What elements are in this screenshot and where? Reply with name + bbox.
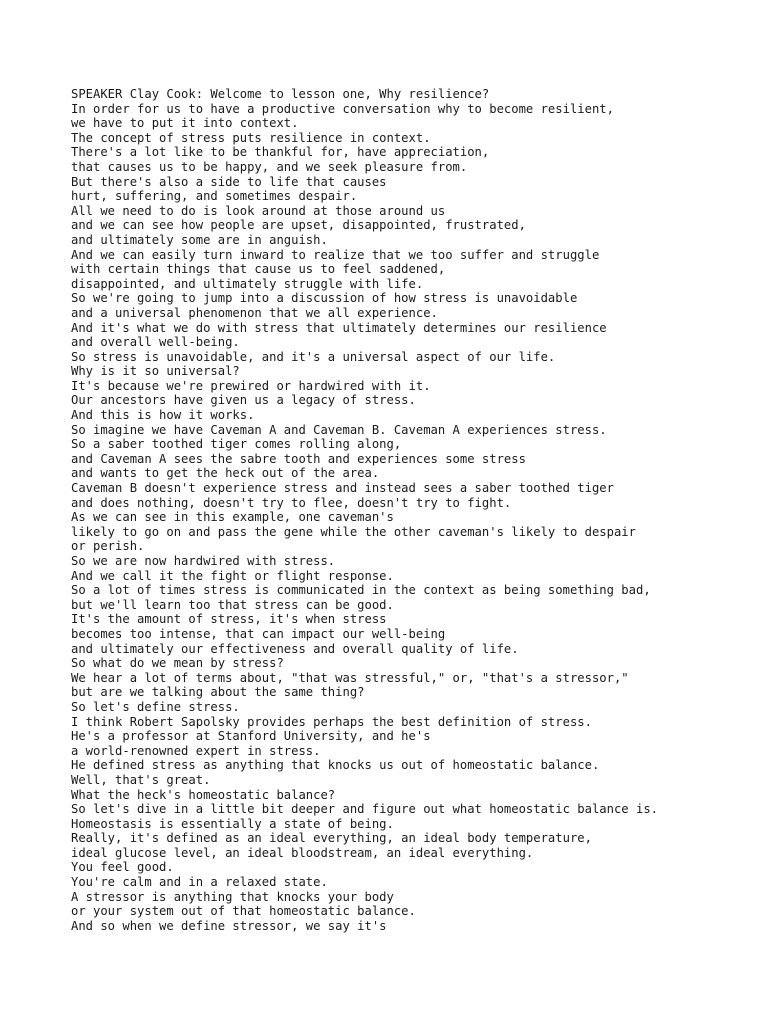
transcript-line: Really, it's defined as an ideal everything, an ideal body temperature, [71,831,592,846]
transcript-line: and a universal phenomenon that we all experience. [71,305,438,320]
transcript-line: likely to go on and pass the gene while the other caveman's likely to despair [71,524,636,539]
transcript-line: So imagine we have Caveman A and Caveman B. Caveman A experiences stress. [71,422,607,437]
transcript-line: And so when we define stressor, we say it's [71,918,387,933]
transcript-line: that causes us to be happy, and we seek pleasure from. [71,159,468,174]
transcript-line: But there's also a side to life that causes [71,174,387,189]
transcript-line: SPEAKER Clay Cook: Welcome to lesson one, Why resilience? [71,87,490,101]
transcript-line: we have to put it into context. [71,116,299,131]
transcript-line: So a saber toothed tiger comes rolling along, [71,437,402,452]
transcript-line: and we can see how people are upset, disappointed, frustrated, [71,218,526,233]
transcript-line: with certain things that cause us to feel saddened, [71,262,446,277]
transcript-line: And we can easily turn inward to realize that we too suffer and struggle [71,247,600,262]
transcript-line: and does nothing, doesn't try to flee, doesn't try to fight. [71,495,512,510]
transcript-line: He's a professor at Stanford University, and he's [71,729,431,744]
transcript-line: And this is how it works. [71,408,255,423]
transcript-line: or perish. [71,539,145,554]
transcript-line: Our ancestors have given us a legacy of stress. [71,393,416,408]
transcript-line: disappointed, and ultimately struggle with life. [71,276,424,291]
transcript-line: but are we talking about the same thing? [71,685,365,700]
transcript-line: You're calm and in a relaxed state. [71,875,328,890]
transcript-line: So we're going to jump into a discussion of how stress is unavoidable [71,291,578,306]
transcript-line: We hear a lot of terms about, "that was stressful," or, "that's a stressor," [71,670,629,685]
transcript-line: In order for us to have a productive conversation why to become resilient, [71,101,614,116]
transcript-line: a world-renowned expert in stress. [71,743,321,758]
transcript-line: So what do we mean by stress? [71,656,284,671]
transcript-line: Well, that's great. [71,772,211,787]
transcript-line: There's a lot like to be thankful for, have appreciation, [71,145,490,160]
transcript-line: or your system out of that homeostatic balance. [71,904,416,919]
transcript-text [71,87,761,933]
transcript-line: and overall well-being. [71,335,240,350]
transcript-line: and wants to get the heck out of the area. [71,466,380,481]
transcript-line: And we call it the fight or flight response. [71,568,394,583]
transcript-line: Caveman B doesn't experience stress and instead sees a saber toothed tiger [71,481,614,496]
transcript-line: So a lot of times stress is communicated in the context as being something bad, [71,583,651,598]
transcript-line: What the heck's homeostatic balance? [71,787,336,802]
transcript-line: A stressor is anything that knocks your body [71,889,394,904]
transcript-line: He defined stress as anything that knocks us out of homeostatic balance. [71,758,600,773]
transcript-line: Homeostasis is essentially a state of being. [71,816,394,831]
transcript-line: hurt, suffering, and sometimes despair. [71,189,358,204]
transcript-line: and ultimately some are in anguish. [71,232,328,247]
transcript-line: becomes too intense, that can impact our well-being [71,626,446,641]
transcript-line: It's because we're prewired or hardwired with it. [71,378,431,393]
transcript-line: ideal glucose level, an ideal bloodstream, an ideal everything. [71,845,534,860]
transcript-line: but we'll learn too that stress can be good. [71,597,394,612]
transcript-line: The concept of stress puts resilience in context. [71,130,431,145]
transcript-line: So let's dive in a little bit deeper and figure out what homeostatic balance is. [71,802,658,817]
transcript-line: and Caveman A sees the sabre tooth and experiences some stress [71,451,526,466]
transcript-line: So we are now hardwired with stress. [71,554,336,568]
transcript-line: I think Robert Sapolsky provides perhaps the best definition of stress. [71,714,592,729]
transcript-line: All we need to do is look around at those around us [71,203,446,218]
transcript-line: You feel good. [71,860,174,875]
transcript-line: And it's what we do with stress that ultimately determines our resilience [71,320,607,335]
transcript-line: So let's define stress. [71,699,240,714]
transcript-line: and ultimately our effectiveness and overall quality of life. [71,641,519,656]
transcript-line: So stress is unavoidable, and it's a universal aspect of our life. [71,349,556,364]
transcript-line: As we can see in this example, one caveman's [71,510,394,525]
transcript-line: Why is it so universal? [71,364,240,379]
transcript-line: It's the amount of stress, it's when stress [71,612,387,627]
